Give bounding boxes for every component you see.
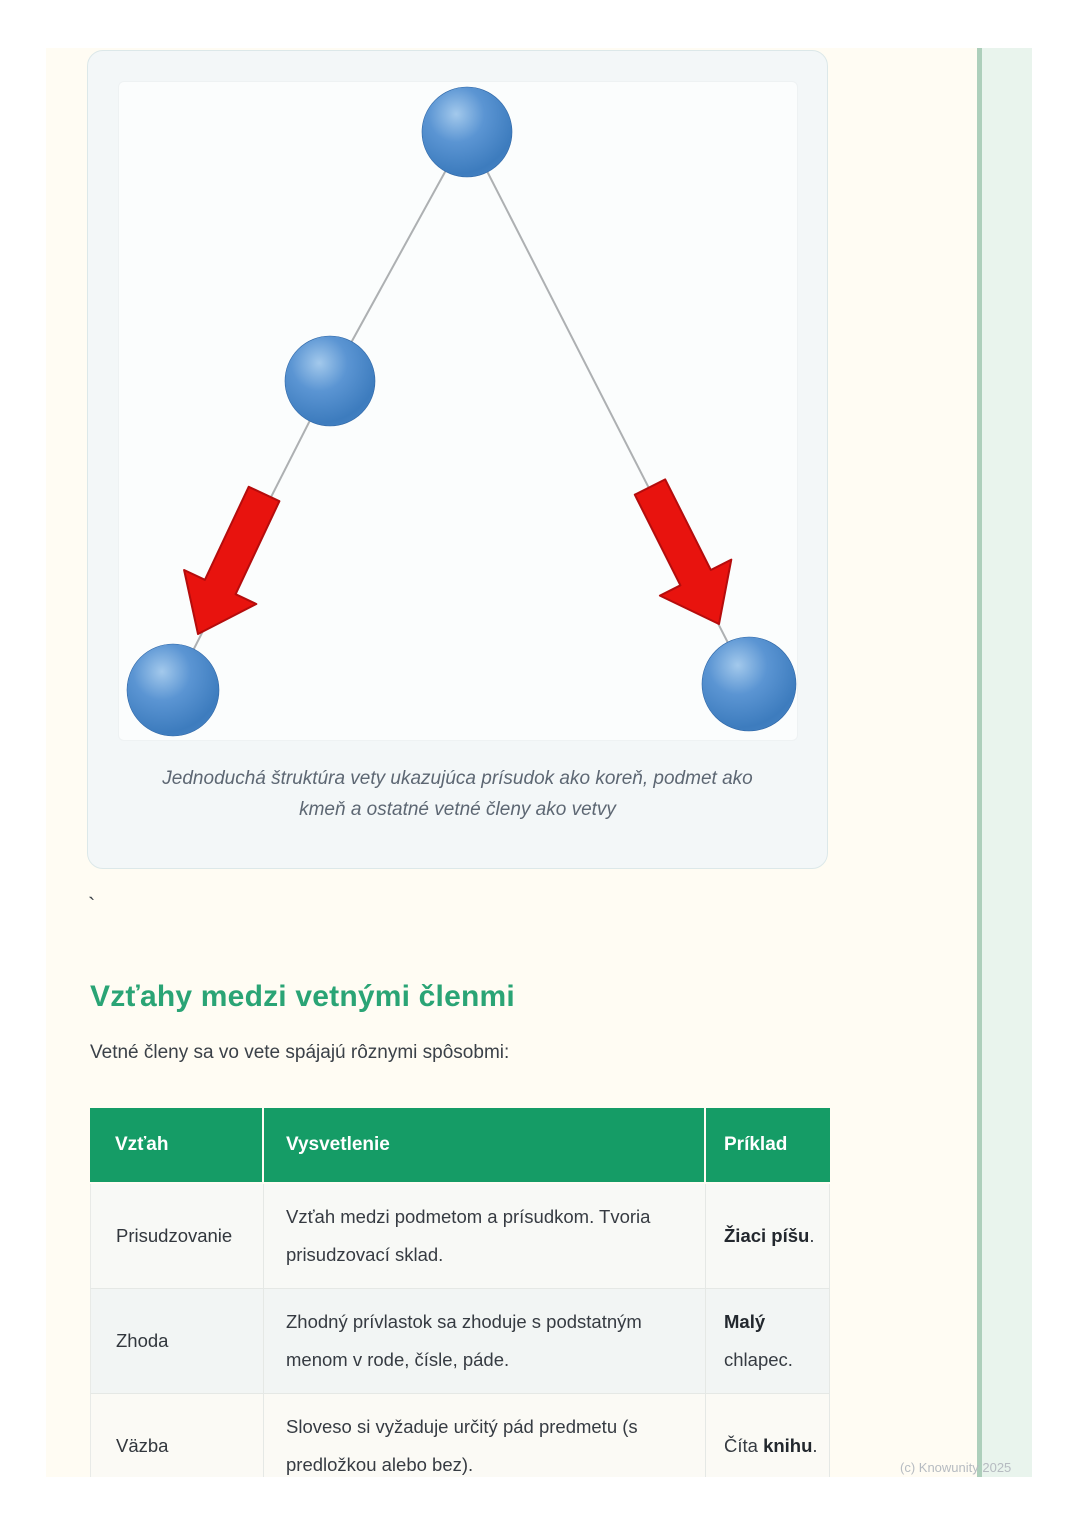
relations-table-container (90, 1108, 830, 1477)
table-header-row (90, 1108, 830, 1182)
copyright-watermark: (c) Knowunity 2025 (900, 1460, 1012, 1475)
cell-relation: Prisudzovanie (90, 1184, 264, 1289)
column-header-explanation: Vysvetlenie (264, 1108, 706, 1182)
relations-table (90, 1108, 830, 1477)
cell-explanation: Sloveso si vyžaduje určitý pád predmetu (s predložkou alebo bez). (264, 1394, 706, 1477)
cell-example: Malý chlapec. (706, 1289, 830, 1394)
cell-relation: Väzba (90, 1394, 264, 1477)
sidebar-strip (982, 48, 1032, 1477)
red-arrow-left-icon (184, 487, 279, 634)
figure-caption: Jednoduchá štruktúra vety ukazujúca prísudok ako koreň, podmet ako kmeň a ostatné vetné členy ako vetvy (162, 768, 753, 820)
stray-backtick: ` (88, 893, 96, 918)
table-row (90, 1289, 830, 1394)
section-heading: Vzťahy medzi vetnými členmi (90, 980, 515, 1013)
red-arrow-right-icon (635, 479, 732, 624)
cell-example: Číta knihu. (706, 1394, 830, 1477)
intro-paragraph: Vetné členy sa vo vete spájajú rôznymi spôsobmi: (90, 1042, 510, 1063)
cell-relation: Zhoda (90, 1289, 264, 1394)
column-header-relation: Vzťah (90, 1108, 264, 1182)
cell-example: Žiaci píšu. (706, 1184, 830, 1289)
cell-explanation: Zhodný prívlastok sa zhoduje s podstatným menom v rode, čísle, páde. (264, 1289, 706, 1394)
table-row (90, 1394, 830, 1477)
column-header-example: Príklad (706, 1108, 830, 1182)
tree-node-root (422, 87, 512, 177)
sentence-tree-diagram (118, 81, 798, 741)
tree-node-leaf-right (702, 637, 796, 731)
tree-diagram-svg (119, 82, 798, 741)
tree-node-trunk (285, 336, 375, 426)
tree-node-leaf-left (127, 644, 219, 736)
cell-explanation: Vzťah medzi podmetom a prísudkom. Tvoria prisudzovací sklad. (264, 1184, 706, 1289)
table-row (90, 1184, 830, 1289)
figure-card (87, 50, 828, 869)
